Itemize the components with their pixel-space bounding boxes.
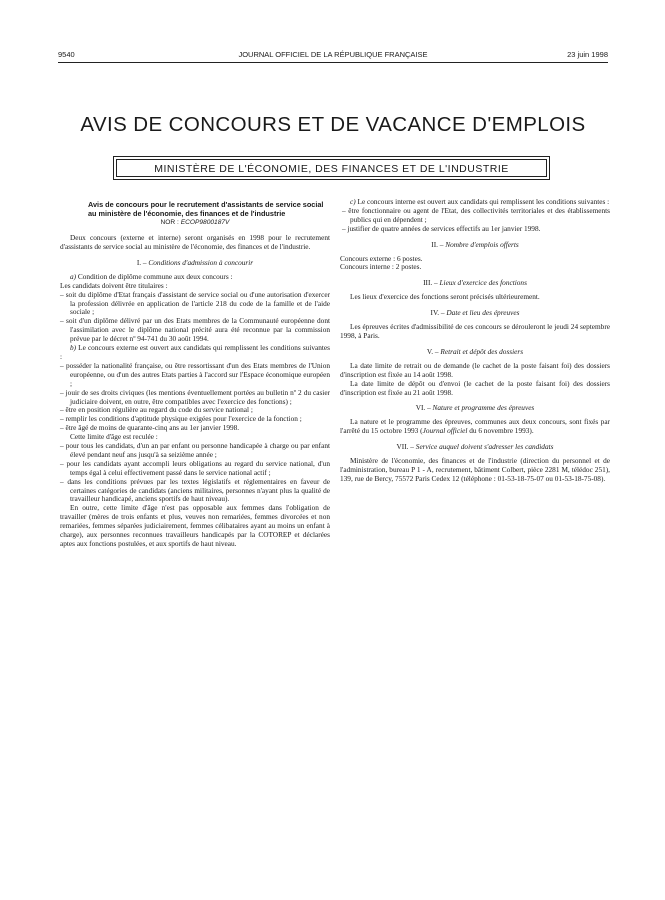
section-title: Lieux d'exercice des fonctions: [439, 278, 527, 288]
nor-label: NOR :: [160, 219, 179, 227]
candidates-intro: Les candidats doivent être titulaires :: [60, 280, 168, 290]
right-column: [340, 198, 610, 484]
list-item: – pour tous les candidats, d'un an par enfant ou personne handicapée à charge ou par enfant élevé pendant neuf ans jusqu'à sa seizième année ;: [60, 441, 330, 459]
section-number: II. –: [431, 239, 444, 249]
section-5-text-2: La date limite de dépôt ou d'envoi (le cachet de la poste faisant foi) des dossiers d'inscription est fixée au 21 août 1998.: [340, 378, 610, 397]
section-number: VII. –: [396, 442, 414, 452]
section-number: III. –: [423, 278, 438, 288]
section-title: Nombre d'emplois offerts: [445, 239, 519, 249]
section-5-text-1: La date limite de retrait ou de demande (le cachet de la poste faisant foi) des dossiers d'inscription est fixée au 14 août 1998.: [340, 360, 610, 379]
list-item: – soit d'un diplôme délivré par un des Etats membres de la Communauté européenne dont l'assimilation avec le diplôme national précité aura été reconnue par la commission prévue par le décret nº 94-741 du 30 août 1994.: [60, 316, 330, 344]
posts-external: Concours externe : 6 postes.: [340, 253, 423, 263]
issue-date: 23 juin 1998: [567, 50, 608, 59]
section-title: Retrait et dépôt des dossiers: [440, 346, 524, 356]
section-title: Conditions d'admission à concourir: [148, 257, 254, 267]
list-item: – posséder la nationalité française, ou être ressortissant d'un des Etats membres de l'Union européenne, ou d'un des autres Etats parties à l'accord sur l'Espace économique européen ;: [60, 360, 330, 388]
section-number: I. –: [136, 257, 147, 267]
journal-reference: Journal officiel: [422, 426, 468, 436]
list-item: – pour les candidats ayant accompli leurs obligations au regard du service national, d'un temps égal à celui effectivement passé dans le service national actif ;: [60, 458, 330, 477]
age-limit-intro: Cette limite d'âge est reculée :: [70, 432, 158, 442]
list-item: – être fonctionnaire ou agent de l'Etat, des collectivités territoriales et des établissements publics qui en dépendent ;: [342, 205, 610, 224]
paragraph-b: [60, 344, 330, 362]
section-6-text-before: La nature et le programme des épreuves, communes aux deux concours, sont fixés par l'arrêté du 15 octobre 1993 (: [340, 417, 610, 436]
section-7-text: Ministère de l'économie, des finances et de l'industrie (direction du personnel et de l'administration, bureau P 1 - A, recrutement, bâtiment Colbert, pièce 2281 M, télédoc 251), 139, rue de Bercy, 75572 Paris Cedex 12 (téléphone : 01-53-18-75-07 ou 01-53-18-75-08).: [340, 456, 610, 483]
ministry-banner: [113, 156, 550, 180]
section-6-text-after: du 6 novembre 1993).: [467, 426, 534, 436]
list-item: – jouir de ses droits civiques (les mentions éventuellement portées au bulletin nº 2 du casier judiciaire doivent, en outre, être compatibles avec l'exercice des fonctions) ;: [60, 387, 330, 406]
section-heading-1: [60, 259, 330, 268]
section-4-text: Les épreuves écrites d'admissibilité de ces concours se dérouleront le jeudi 24 septembre 1998, à Paris.: [340, 322, 610, 340]
posts-internal: Concours interne : 2 postes.: [340, 262, 422, 272]
section-heading-3: [340, 279, 610, 288]
nor-code: ECOP9800187V: [180, 219, 230, 227]
section-heading-7: [340, 443, 610, 452]
nor-reference: [60, 219, 330, 228]
paragraph-c-label: c): [350, 197, 356, 206]
section-6-text: [340, 418, 610, 436]
section-number: IV. –: [430, 308, 445, 318]
intro-paragraph: Deux concours (externe et interne) seront organisés en 1998 pour le recrutement d'assistants de service social au ministère de l'économie, des finances et de l'industrie.: [60, 233, 330, 251]
paragraph-a-label: a): [70, 271, 77, 281]
paragraph-b-text: Le concours externe est ouvert aux candidats qui remplissent les conditions suivantes :: [60, 343, 330, 361]
section-3-text: Les lieux d'exercice des fonctions seront précisés ultérieurement.: [350, 292, 540, 302]
paragraph-c-text: Le concours interne est ouvert aux candidats qui remplissent les conditions suivantes :: [357, 197, 610, 206]
list-item: – être en position régulière au regard du code du service national ;: [60, 405, 253, 415]
section-heading-4: [340, 309, 610, 318]
section-number: V. –: [426, 346, 439, 356]
moreover-paragraph: En outre, cette limite d'âge n'est pas opposable aux femmes dans l'obligation de travailler (mères de trois enfants et plus, veuves non remariées, femmes divorcées et non remariées, femmes séparées judiciairement, femmes célibataires ayant au moins un enfant à charge), aux personnes reconnues travailleurs handicapés par la COTOREP et déclarées aptes aux fonctions postulées, et aux sportifs de haut niveau.: [60, 503, 330, 548]
running-head: [58, 50, 608, 62]
section-title: Service auquel doivent s'adresser les candidats: [415, 442, 554, 452]
ministry-name: MINISTÈRE DE L'ÉCONOMIE, DES FINANCES ET DE L'INDUSTRIE: [154, 163, 509, 175]
section-heading-2: [340, 241, 610, 250]
left-column: [60, 198, 330, 549]
page-title: AVIS DE CONCOURS ET DE VACANCE D'EMPLOIS: [80, 113, 586, 136]
paragraph-a-text: Condition de diplôme commune aux deux concours :: [77, 271, 233, 281]
journal-name: JOURNAL OFFICIEL DE LA RÉPUBLIQUE FRANÇAISE: [238, 50, 428, 59]
section-heading-5: [340, 348, 610, 357]
list-item: – soit du diplôme d'Etat français d'assistant de service social ou d'une autorisation d'exercer la profession délivrée en application de l'article 218 du code de la famille et de l'aide sociale ;: [60, 289, 330, 317]
page-number: 9540: [58, 50, 75, 59]
list-item: – être âgé de moins de quarante-cinq ans au 1er janvier 1998.: [60, 423, 240, 433]
section-number: VI. –: [415, 403, 431, 413]
section-heading-6: [340, 404, 610, 413]
section-title: Nature et programme des épreuves: [432, 403, 535, 413]
paragraph-b-label: b): [70, 343, 77, 353]
notice-title: Avis de concours pour le recrutement d'assistants de service social au ministère de l'économie, des finances et de l'industrie: [88, 200, 324, 218]
list-item: – justifier de quatre années de services effectifs au 1er janvier 1998.: [342, 223, 541, 233]
list-item: – remplir les conditions d'aptitude physique exigées pour l'exercice de la fonction ;: [60, 414, 302, 424]
header-rule: [58, 62, 608, 63]
list-item: – dans les conditions prévues par les textes législatifs et réglementaires en faveur de certaines catégories de candidats (anciens militaires, personnes n'ayant plus la qualité de travailleur handicapé, anciens sportifs de haut niveau).: [60, 476, 330, 504]
section-title: Date et lieu des épreuves: [446, 308, 520, 318]
